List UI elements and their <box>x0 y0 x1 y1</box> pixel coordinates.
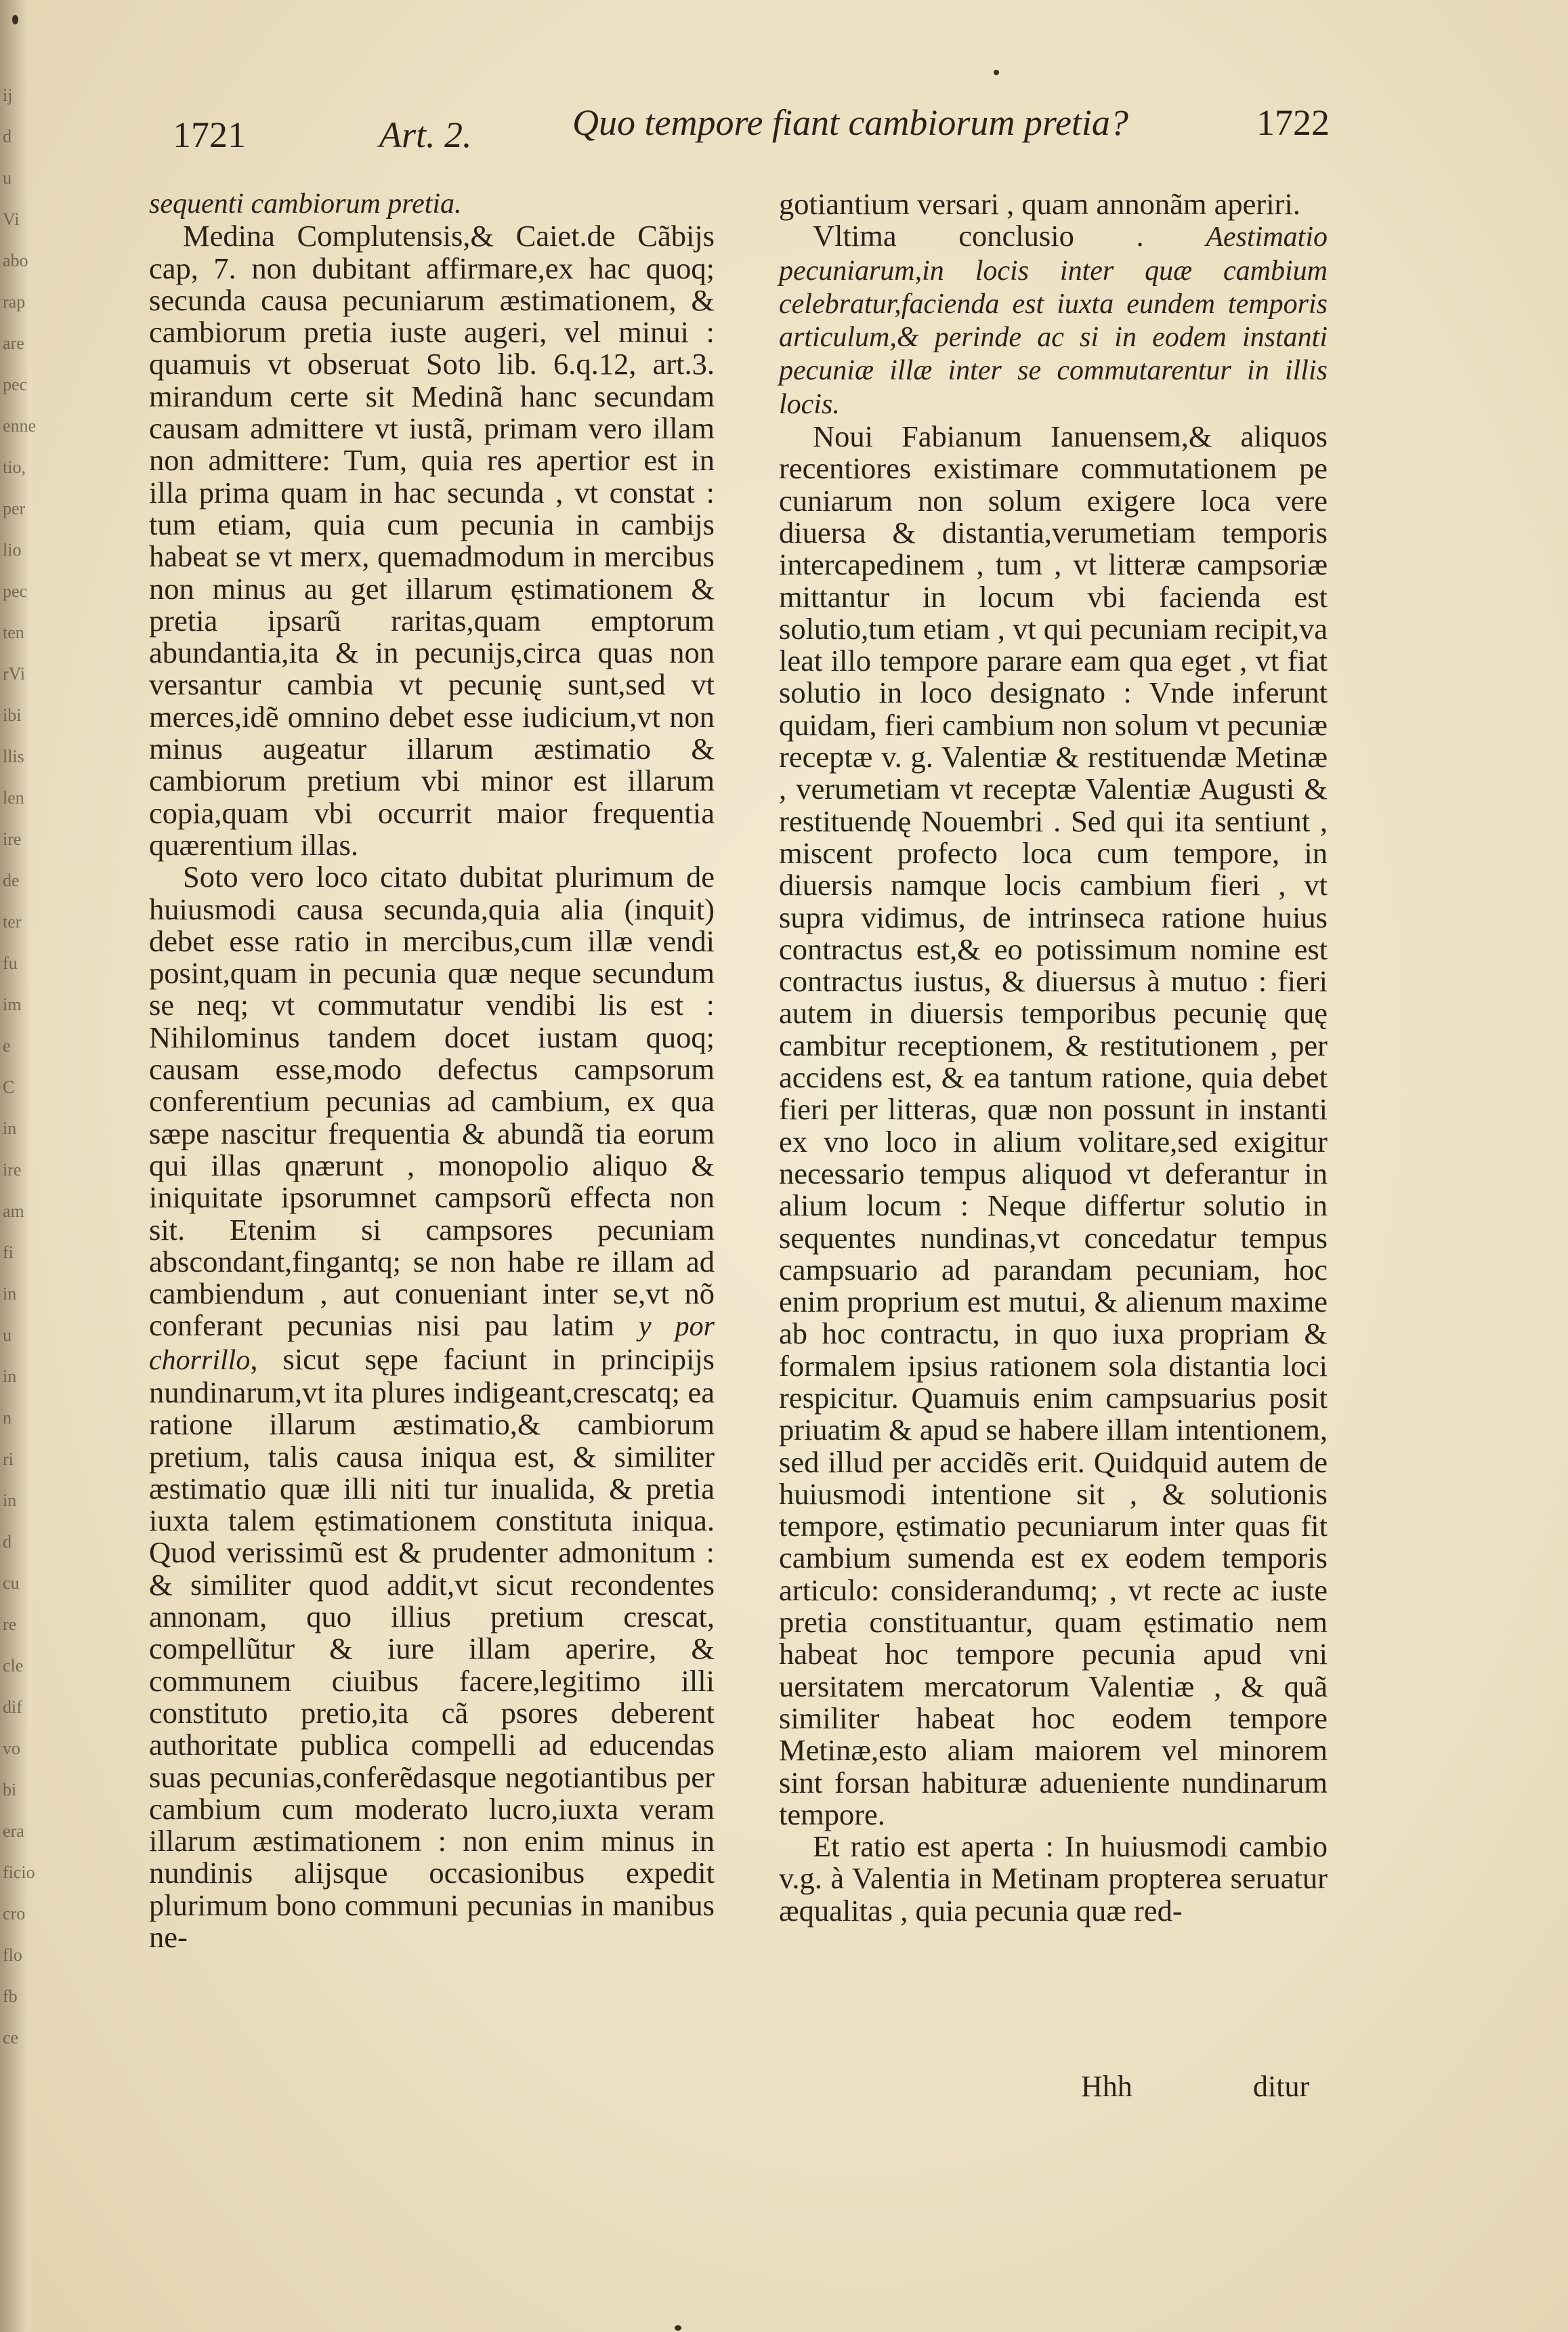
ink-spot <box>12 15 18 24</box>
paragraph: gotiantium versari , quam annonãm aperiri. <box>779 187 1300 221</box>
right-column <box>779 188 1328 1927</box>
article-label: Art. 2. <box>379 114 472 155</box>
paragraph: Noui Fabianum Ianuensem,& aliquos recentiores existimare commutationem pe cuniarum non solum exigere loca vere diuersa & distantia,verumetiam temporis intercapedinem , tum , vt litteræ campsoriæ mittantur in locum vbi facienda est solutio,tum etiam , vt qui pecuniam recipit,va leat illo tempore parare eam qua eget , vt fiat solutio in loco designato : Vnde inferunt quidam, fieri cambium non solum vt pecuniæ receptæ v. g. Valentiæ & restituendæ Metinæ , verumetiam vt receptæ Valentiæ Augusti & restituendę Nouembri . Sed qui ita sentiunt , miscent profecto loca cum tempore, in diuersis namque locis cambium fieri , vt supra vidimus, de intrinseca ratione huius contractus est,& eo potissimum nomine est contractus iustus, & diuersus à mutuo : fieri autem in diuersis temporibus pecunię quę cambitur receptionem, & restitutionem , per accidens est, & ea tantum ratione, quia debet fieri per litteras, quæ non possunt in instanti ex vno loco in alium volitare,sed exigitur necessario tempus aliquod vt deferantur in alium locum : Neque differtur solutio in sequentes nundinas,vt concedatur tempus campsuario ad parandam pecuniam, hoc enim proprium est mutui, & alienum maxime ab hoc contractu, in quo iuxa propriam & formalem ipsius rationem sola distantia loci respicitur. Quamuis enim campsuarius posit priuatim & apud se habere illam intentionem, sed illud per accidẽs erit. Quidquid autem de huiusmodi intentione sit , & solutionis tempore, ęstimatio pecuniarum inter quas fit cambium sumenda est ex eodem temporis articulo: considerandumq; , vt recte ac iuste pretia constituantur, quam ęstimatio nem habeat hoc tempore pecunia apud vni uersitatem mercatorum Valentiæ , & quã similiter habeat hoc eodem tempore Metinæ,esto aliam maiorem vel minorem sint forsan habituræ adueniente nundinarum tempore. <box>779 419 1328 1831</box>
signature-mark: Hhh <box>1081 2070 1132 2103</box>
paragraph <box>149 861 715 1953</box>
paragraph: sequenti cambiorum pretia. <box>149 188 462 220</box>
paragraph <box>779 220 1328 421</box>
ink-spot <box>675 2325 681 2331</box>
paragraph: Et ratio est aperta : In huiusmodi cambio v.g. à Valentia in Metinam propterea seruatur æqualitas , quia pecunia quæ red- <box>779 1829 1328 1928</box>
catchword: ditur <box>1253 2070 1310 2103</box>
page-number-left: 1721 <box>173 114 246 155</box>
ink-spot <box>994 70 999 75</box>
running-title: Quo tempore fiant cambiorum pretia? <box>572 102 1128 143</box>
conclusion-label: Vltima conclusio . <box>813 219 1144 253</box>
running-header <box>0 95 1568 155</box>
paragraph: Medina Complutensis,& Caiet.de Cãbijs cap, 7. non dubitant affirmare,ex hac quoq; secunda causa pecuniarum æstimationem, & cambiorum pretia iuste augeri, vel minui : quamuis vt obseruat Soto lib. 6.q.12, art.3. mirandum certe sit Medinã hanc secundam causam admittere vt iustã, primam vero illam non admittere: Tum, quia res apertior est in illa prima quam in hac secunda , vt constat : tum etiam, quia cum pecunia in cambijs habeat se vt merx, quemadmodum in mercibus non minus au get illarum ęstimationem & pretia ipsarũ raritas,quam emptorum abundantia,ita & in pecunijs,circa quas non versantur cambia vt pecunię sunt,sed vt merces,idẽ omnino debet esse iudicium,vt non minus augeatur illarum æstimatio & cambiorum pretium vbi minor est illarum copia,quam vbi occurrit maior frequentia quærentium illas. <box>149 219 715 862</box>
spanish-phrase: y por chorrillo <box>149 1311 715 1376</box>
page-number-right: 1722 <box>1256 102 1330 143</box>
text-run: , sicut sępe faciunt in principijs nundinarum,vt ita plures indigeant,crescatq; ea ratione illarum æstimatio,& cambiorum pretium, talis causa iniqua est, & similiter æstimatio quæ illi niti tur inualida, & pretia iuxta talem ęstimationem constituta iniqua. Quod verissimũ est & prudenter admonitum : & similiter quod addit,vt sicut recondentes annonam, quo illius pretium crescat, compellũtur & iure illam aperire, & communem ciuibus facere,legitimo illi constituto pretio,ita cã psores deberent authoritate publica compelli ad educendas suas pecunias,conferẽdasque negotiantibus per cambium cum moderato lucro,iuxta veram illarum æstimationem : non enim minus in nundinis alijsque occasionibus expedit plurimum bono communi pecunias in manibus ne- <box>149 1341 715 1955</box>
text-run: Soto vero loco citato dubitat plurimum de huiusmodi causa secunda,quia alia (inquit) debet esse ratio in mercibus,cum illæ vendi posint,quam in pecunia quæ neque secundum se neq; vt commutatur vendibi lis est : Nihilominus tandem docet iustam quoq; causam esse,modo defectus campsorum conferentium pecunias ad cambium, ex qua sæpe nascitur frequentia & abundã tia eorum qui illas qnærunt , monopolio aliquo & iniquitate ipsorumnet campsorũ effecta non sit. Etenim si campsores pecuniam abscondant,fingantq; se non habe re illam ad cambiendum , aut conueniant inter se,vt nõ conferant pecunias nisi pau latim <box>149 860 715 1343</box>
facing-page-bleed <box>0 75 37 2073</box>
conclusion-text: Aestimatio pecuniarum,in locis inter quæ cambium celebratur,facienda est iuxta eundem temporis articulum,& perinde ac si in eodem instanti pecuniæ illæ inter se commutarentur in illis locis. <box>779 222 1328 420</box>
left-column <box>149 188 715 1953</box>
facing-page-fragments: ij d u Vi abo rap are pec enne tio, per lio pec ten rVi ibi llis len ire de ter fu im e C in ire am fi in u in n ri in d cu re cle dif vo bi era ficio cro flo fb ce <box>3 85 37 2047</box>
